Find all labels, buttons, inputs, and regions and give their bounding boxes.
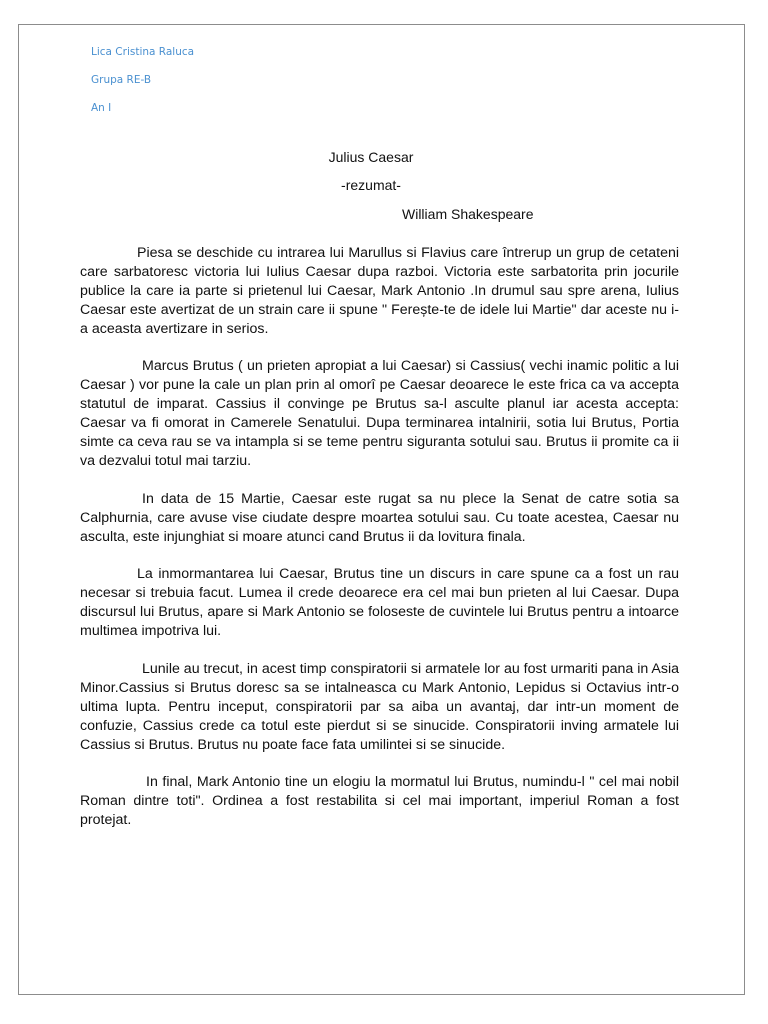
paragraph: Piesa se deschide cu intrarea lui Marullus si Flavius care întrerup un grup de cetateni care sarbatoresc victoria lui Iulius Caesar dupa razboi. Victoria este sarbatorita prin jocurile publice la care ia parte si prietenul lui Caesar, Mark Antonio .In drumul sau spre arena, Iulius Caesar este avertizat de un strain care ii spune " Ferește-te de idele lui Martie" dar aceste nu i-a aceasta avertizare in serios. — [80, 245, 679, 337]
paragraph: Marcus Brutus ( un prieten apropiat a lui Caesar) si Cassius( vechi inamic politic a lui Caesar ) vor pune la cale un plan prin al omorî pe Caesar deoarece le este frica ca va accepta statutul de imparat. Cassius il convinge pe Brutus sa-l asculte planul iar acesta accepta: Caesar va fi omorat in Camerele Senatului. Dupa terminarea intalnirii, sotia lui Brutus, Portia simte ca ceva rau se va intampla si se teme pentru siguranta sotului sau. Brutus ii promite ca ii va dezvalui totul mai tarziu. — [80, 358, 679, 469]
document-author: William Shakespeare — [402, 206, 534, 222]
student-name: Lica Cristina Raluca — [91, 46, 195, 58]
paragraph: In final, Mark Antonio tine un elogiu la mormatul lui Brutus, numindu-l " cel mai nobil Roman dintre toti". Ordinea a fost restabilita si cel mai important, imperiul Roman a fost protejat. — [80, 774, 679, 829]
paragraph: Lunile au trecut, in acest timp conspiratorii si armatele lor au fost urmariti pana in Asia Minor.Cassius si Brutus doresc sa se intalneasca cu Mark Antonio, Lepidus si Octavius intr-o ultima lupta. Pentru inceput, conspiratorii par sa aiba un avantaj, dar intr-un moment de confuzie, Cassius crede ca totul este pierdut si se sinucide. Conspiratorii inving armatele lui Cassius si Brutus. Brutus nu poate face fata umilintei si se sinucide. — [80, 660, 680, 753]
paragraph: La inmormantarea lui Caesar, Brutus tine un discurs in care spune ca a fost un rau necesar si trebuia facut. Lumea il crede deoarece era cel mai bun prieten al lui Caesar. Dupa discursul lui Brutus, apare si Mark Antonio se foloseste de cuvintele lui Brutus pentru a intoarce multimea impotriva lui. — [80, 566, 679, 640]
document-subtitle: -rezumat- — [341, 177, 401, 193]
document-title: Julius Caesar — [328, 149, 414, 165]
paragraph: In data de 15 Martie, Caesar este rugat sa nu plece la Senat de catre sotia sa Calphurnia, care avuse vise ciudate despre moartea sotului sau. Cu toate acestea, Caesar nu asculta, este injunghiat si moare atunci cand Brutus ii da lovitura finala. — [80, 490, 679, 545]
document-page — [18, 24, 745, 995]
student-group: Grupa RE-B — [91, 74, 152, 86]
student-year: An I — [91, 102, 112, 114]
document-body — [80, 244, 679, 849]
document-header — [91, 45, 194, 129]
